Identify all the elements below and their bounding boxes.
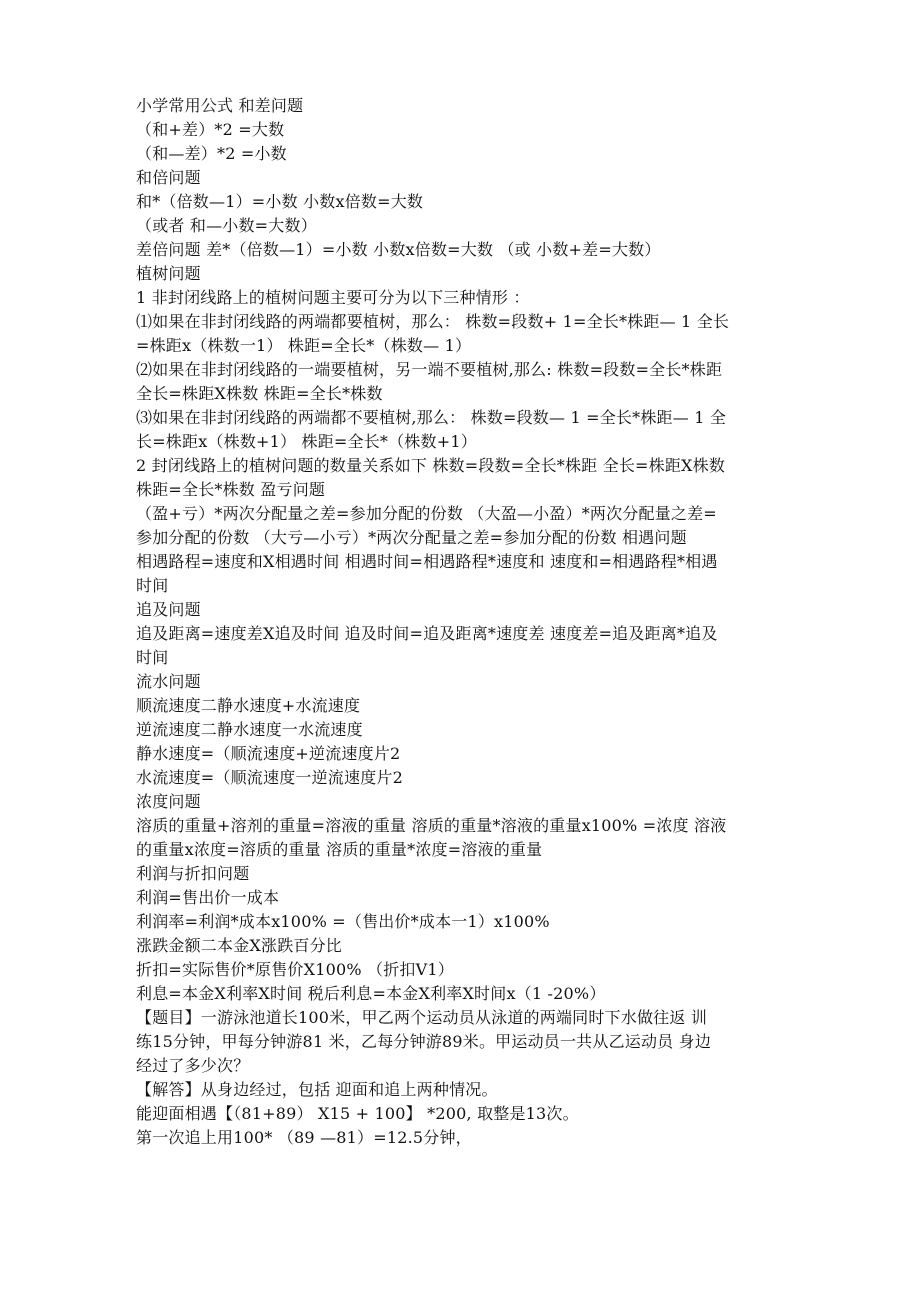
text-line: 小学常用公式 和差问题 bbox=[136, 96, 304, 115]
text-line: 1 非封闭线路上的植树问题主要可分为以下三种情形 ： bbox=[136, 288, 530, 307]
document-body bbox=[136, 94, 796, 1150]
text-line: ⑴如果在非封闭线路的两端都要植树，那么： 株数=段数+ 1=全长*株距— 1 全长 bbox=[136, 312, 730, 331]
text-line: 株距=全长*株数 盈亏问题 bbox=[136, 480, 326, 499]
text-line: 追及距离=速度差X追及时间 追及时间=追及距离*速度差 速度差=追及距离*追及 bbox=[136, 624, 718, 643]
text-line: =株距x（株数一1） 株距=全长*（株数— 1） bbox=[136, 336, 472, 355]
text-line: 第一次追上用100* （89 —81）=12.5分钟， bbox=[136, 1128, 472, 1147]
text-line: 溶质的重量+溶剂的重量=溶液的重量 溶质的重量*溶液的重量x100% =浓度 溶液 bbox=[136, 816, 727, 835]
text-line: 2 封闭线路上的植树问题的数量关系如下 株数=段数=全长*株距 全长=株距X株数 bbox=[136, 456, 726, 475]
text-line: 的重量x浓度=溶质的重量 溶质的重量*浓度=溶液的重量 bbox=[136, 840, 543, 859]
text-line: 相遇路程=速度和X相遇时间 相遇时间=相遇路程*速度和 速度和=相遇路程*相遇 bbox=[136, 552, 718, 571]
text-line: ⑵如果在非封闭线路的一端要植树，另一端不要植树,那么: 株数=段数=全长*株距 bbox=[136, 360, 723, 379]
text-line: 利润率=利润*成本x100% =（售出价*成本一1）x100% bbox=[136, 912, 550, 931]
text-line: 和倍问题 bbox=[136, 168, 201, 187]
text-line: 能迎面相遇【（81+89） X15 + 100】 *200, 取整是13次。 bbox=[136, 1104, 579, 1123]
text-line: 利息=本金X利率X时间 税后利息=本金X利率X时间x（1 -20%） bbox=[136, 984, 606, 1003]
text-line: （和+差）*2 =大数 bbox=[136, 120, 285, 139]
text-line: ⑶如果在非封闭线路的两端都不要植树,那么： 株数=段数— 1 =全长*株距— 1 全 bbox=[136, 408, 727, 427]
text-line: 流水问题 bbox=[136, 672, 201, 691]
text-line: 长=株距x（株数+1） 株距=全长*（株数+1） bbox=[136, 432, 477, 451]
text-line: 利润与折扣问题 bbox=[136, 864, 250, 883]
text-line: 追及问题 bbox=[136, 600, 201, 619]
text-line: 涨跌金额二本金X涨跌百分比 bbox=[136, 936, 342, 955]
text-line: 参加分配的份数 （大亏—小亏）*两次分配量之差=参加分配的份数 相遇问题 bbox=[136, 528, 687, 547]
text-line: 折扣=实际售价*原售价X100% （折扣V1） bbox=[136, 960, 454, 979]
text-line: 水流速度=（顺流速度一逆流速度片2 bbox=[136, 768, 403, 787]
text-line: 差倍问题 差*（倍数—1）=小数 小数x倍数=大数 （或 小数+差=大数） bbox=[136, 240, 661, 259]
text-line: 时间 bbox=[136, 648, 169, 667]
text-line: 时间 bbox=[136, 576, 169, 595]
text-line: （和—差）*2 =小数 bbox=[136, 144, 287, 163]
text-line: （或者 和—小数=大数） bbox=[136, 216, 317, 235]
text-line: 静水速度=（顺流速度+逆流速度片2 bbox=[136, 744, 401, 763]
text-line: 和*（倍数—1）=小数 小数x倍数=大数 bbox=[136, 192, 424, 211]
text-line: （盈+亏）*两次分配量之差=参加分配的份数 （大盈—小盈）*两次分配量之差= bbox=[136, 504, 717, 523]
text-line: 植树问题 bbox=[136, 264, 201, 283]
text-line: 【解答】从身边经过，包括 迎面和追上两种情况。 bbox=[136, 1080, 498, 1099]
text-line: 全长=株距X株数 株距=全长*株数 bbox=[136, 384, 383, 403]
text-line: 练15分钟，甲每分钟游81 米，乙每分钟游89米。甲运动员一共从乙运动员 身边 bbox=[136, 1032, 712, 1051]
text-line: 顺流速度二静水速度+水流速度 bbox=[136, 696, 361, 715]
text-line: 浓度问题 bbox=[136, 792, 201, 811]
text-line: 利润=售出价一成本 bbox=[136, 888, 280, 907]
text-line: 【题目】一游泳池道长100米，甲乙两个运动员从泳道的两端同时下水做往返 训 bbox=[136, 1008, 708, 1027]
text-line: 逆流速度二静水速度一水流速度 bbox=[136, 720, 363, 739]
text-line: 经过了多少次？ bbox=[136, 1056, 250, 1075]
